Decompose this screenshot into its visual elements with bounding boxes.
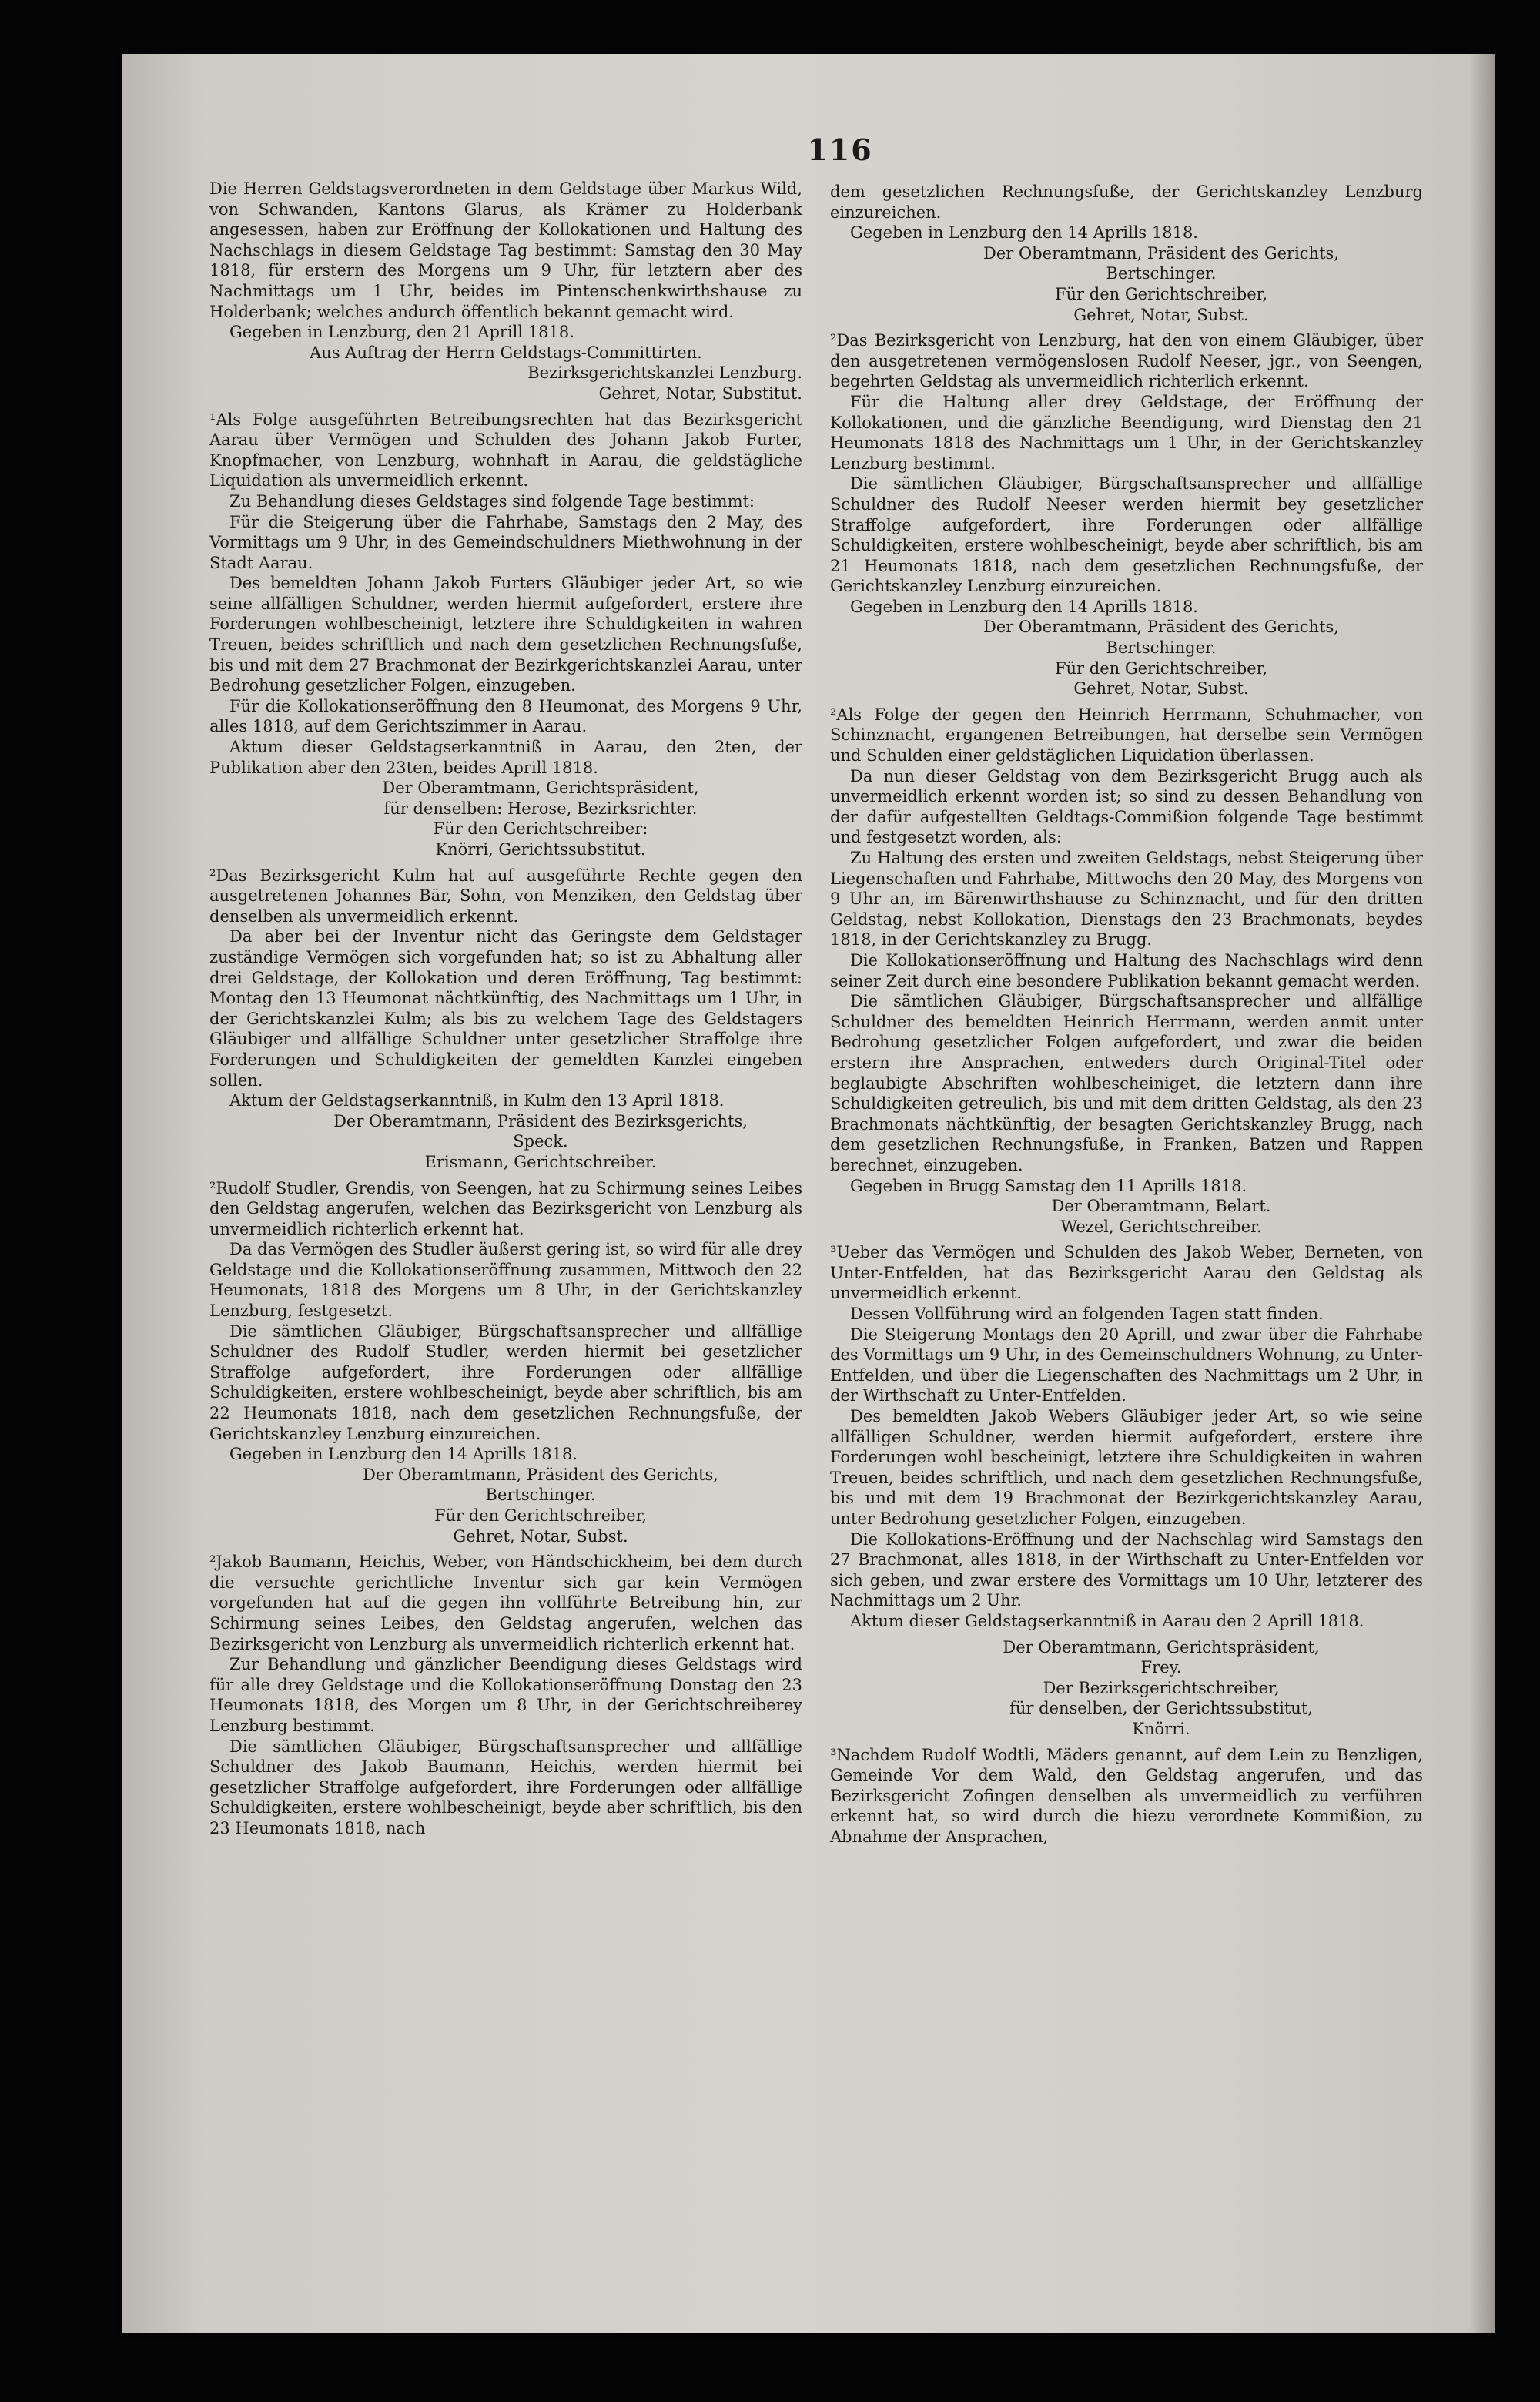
notice-signature-line: Bezirksgerichtskanzlei Lenzburg. — [527, 363, 802, 383]
notice-heading: Aus Auftrag der Herrn Geldstags-Committirten. — [310, 343, 702, 362]
notice-paragraph: Aktum dieser Geldstagserkanntniß in Aarau, den 2ten, der Publikation aber den 23ten, beides Aprill 1818. — [209, 738, 802, 777]
notice-paragraph: Zu Haltung des ersten und zweiten Geldstags, nebst Steigerung über Liegenschaften und Fahrhabe, Mittwochs den 20 May, des Morgens von 9 Uhr an, im Bärenwirthshause zu Schinznacht, und für den dritten Geldstag, nebst Kollokation, Dienstags den 23 Brachmonats, beydes 1818, in der Gerichtskanzley zu Brugg. — [830, 849, 1423, 950]
paragraph-gap — [830, 699, 1423, 705]
notice-signature-line: Der Oberamtmann, Gerichtspräsident, — [382, 779, 699, 798]
notice-signature-line: für denselben: Herose, Bezirksrichter. — [383, 799, 698, 818]
notice-signature-line: Der Oberamtmann, Präsident des Gerichts, — [363, 1465, 718, 1484]
page-number: 116 — [807, 132, 873, 167]
notice-paragraph: Die Steigerung Montags den 20 Aprill, und zwar über die Fahrhabe des Vormittags um 9 Uhr, in des Gemeinschuldners Wohnung, zu Unter-Entfelden, und über die Liegenschaften des Nachmittags um 2 Uhr, in der Wirthschaft zu Unter-Entfelden. — [830, 1325, 1423, 1405]
right-column — [830, 182, 1423, 1848]
paragraph-gap — [830, 1740, 1423, 1745]
notice-paragraph: Aktum der Geldstagserkanntniß, in Kulm den 13 April 1818. — [229, 1091, 725, 1111]
notice-entry: ²Jakob Baumann, Heichis, Weber, von Händschickheim, bei dem durch die versuchte gerichtliche Inventur sich gar kein Vermögen vorgefunden hat auf die gegen ihn vollführte Betreibung hin, zur Schirmung seines Leibes, den Geldstag angerufen, welchen das Bezirksgericht von Lenzburg als unvermeidlich richterlich erkennt hat. — [209, 1553, 802, 1653]
notice-paragraph: Dessen Vollführung wird an folgenden Tagen statt finden. — [850, 1305, 1324, 1324]
notice-signature-line: Bertschinger. — [1106, 264, 1217, 283]
notice-signature-line: Knörri. — [1132, 1719, 1190, 1738]
notice-entry: ³Ueber das Vermögen und Schulden des Jakob Weber, Berneten, von Unter-Entfelden, hat das Bezirksgericht Aarau den Geldstag als unvermeidlich erkennt. — [830, 1243, 1423, 1303]
paragraph-gap — [830, 325, 1423, 330]
notice-entry: ³Nachdem Rudolf Wodtli, Mäders genannt, auf dem Lein zu Benzligen, Gemeinde Vor dem Wald, den Geldstag angerufen, und das Bezirksgericht Zofingen denselben als unvermeidlich zu verführen erkennt hat, so wird durch die hiezu verordnete Kommißion, zu Abnahme der Ansprachen, — [830, 1745, 1423, 1846]
notice-paragraph: Da aber bei der Inventur nicht das Geringste dem Geldstager zuständige Vermögen sich vorgefunden hat; so ist zu Abhaltung aller drei Geldstage, der Kollokation und deren Eröffnung, Tag bestimmt: Montag den 13 Heumonat nächtkünftig, des Nachmittags um 1 Uhr, in der Gerichtskanzlei Kulm; als bis zu welchem Tage des Geldstagers Gläubiger und allfällige Schuldner unter gesetzlicher Straffolge ihre Forderungen und Schuldigkeiten der gemeldten Kanzlei eingeben sollen. — [209, 927, 802, 1090]
notice-signature-line: Für den Gerichtschreiber, — [434, 1506, 648, 1525]
notice-signature-line: Bertschinger. — [485, 1486, 596, 1505]
notice-paragraph: Gegeben in Lenzburg den 14 Aprills 1818. — [850, 597, 1198, 616]
notice-signature-line: Der Bezirksgerichtschreiber, — [1043, 1678, 1280, 1697]
notice-entry: ²Rudolf Studler, Grendis, von Seengen, hat zu Schirmung seines Leibes den Geldstag angerufen, welchen das Bezirksgericht von Lenzburg als unvermeidlich richterlich erkennt hat. — [209, 1178, 802, 1238]
paragraph-gap — [209, 404, 802, 410]
notice-signature-line: Der Oberamtmann, Präsident des Gerichts, — [983, 243, 1339, 263]
notice-paragraph: Die sämtlichen Gläubiger, Bürgschaftsansprecher und allfällige Schuldner des Jakob Baumann, Heichis, werden hiermit bei gesetzlicher Straffolge aufgefordert, ihre Forderungen oder allfällige Schuldigkeiten, erstere wohlbescheinigt, beyde aber schriftlich, bis den 23 Heumonats 1818, nach — [209, 1737, 802, 1838]
notice-signature-line: Gehret, Notar, Subst. — [1073, 305, 1249, 324]
notice-entry: ²Das Bezirksgericht von Lenzburg, hat den von einem Gläubiger, über den ausgetretenen vermögenslosen Rudolf Neeser, jgr., von Seengen, begehrten Geldstag als unvermeidlich richterlich erkennt. — [830, 331, 1423, 391]
notice-paragraph: Des bemeldten Jakob Webers Gläubiger jeder Art, so wie seine allfälligen Schuldner, werden hiermit aufgefordert, erstere ihre Forderungen wohl bescheinigt, letztere ihre Schuldigkeiten in wahren Treuen, beides schriftlich, und nach dem gesetzlichen Rechnungsfuße, bis und mit dem 19 Brachmonat der Bezirkgerichtskanzley Aarau, unter Bedrohung gesetzlicher Folgen, einzugeben. — [830, 1407, 1423, 1528]
notice-signature-line: Der Oberamtmann, Belart. — [1051, 1197, 1271, 1216]
notice-signature-line: Der Oberamtmann, Präsident des Gerichts, — [983, 618, 1339, 637]
notice-paragraph: Die Kollokations-Eröffnung und der Nachschlag wird Samstags den 27 Brachmonat, alles 1818, in der Wirthschaft zu Unter-Entfelden vor sich geben, und zwar erstere des Vormittags um 10 Uhr, letzterer des Nachmittags um 2 Uhr. — [830, 1529, 1423, 1610]
notice-signature-line: Der Oberamtmann, Präsident des Bezirksgerichts, — [333, 1111, 748, 1131]
paragraph-gap — [830, 1237, 1423, 1242]
page-edge-shadow — [1469, 54, 1495, 2333]
notice-entry: dem gesetzlichen Rechnungsfuße, der Gerichtskanzley Lenzburg einzureichen. — [830, 183, 1423, 222]
notice-paragraph: Da das Vermögen des Studler äußerst gering ist, so wird für alle drey Geldstage und die Kollokationseröffnung zusammen, Mittwoch den 22 Heumonats, 1818 des Morgens um 8 Uhr, in der Gerichtskanzley Lenzburg, festgesetzt. — [209, 1240, 802, 1321]
notice-signature-line: Knörri, Gerichtssubstitut. — [435, 840, 646, 859]
notice-paragraph: Zur Behandlung und gänzlicher Beendigung dieses Geldstags wird für alle drey Geldstage und die Kollokationseröffnung Donstag den 23 Heumonats 1818, des Morgen um 8 Uhr, in der Gerichtschreiberey Lenzburg bestimmt. — [209, 1655, 802, 1735]
notice-entry: ²Als Folge der gegen den Heinrich Herrmann, Schuhmacher, von Schinznacht, ergangenen Betreibungen, hat derselbe sein Vermögen und Schulden einer geldstäglichen Liquidation überlassen. — [830, 705, 1423, 765]
paragraph-gap — [209, 1546, 802, 1552]
notice-signature-line: Erismann, Gerichtschreiber. — [424, 1152, 657, 1171]
notice-paragraph: Die sämtlichen Gläubiger, Bürgschaftsansprecher und allfällige Schuldner des Rudolf Neeser werden hiermit bey gesetzlicher Straffolge aufgefordert, ihre Forderungen oder allfällige Schuldigkeiten, erstere wohlbescheinigt, beyde aber schriftlich, bis am 21 Heumonats 1818, nach dem gesetzlichen Rechnungsfuße, der Gerichtskanzley Lenzburg einzureichen. — [830, 474, 1423, 596]
notice-signature-line: Bertschinger. — [1106, 638, 1217, 658]
notice-signature-line: Für den Gerichtschreiber: — [433, 819, 648, 839]
notice-signature-line: Frey. — [1140, 1658, 1182, 1677]
notice-signature-line: Gehret, Notar, Subst. — [453, 1526, 628, 1546]
notice-signature-line: Für den Gerichtschreiber, — [1054, 658, 1268, 678]
notice-paragraph: Gegeben in Lenzburg den 14 Aprills 1818. — [229, 1445, 578, 1464]
notice-paragraph: Aktum dieser Geldstagserkanntniß in Aarau den 2 Aprill 1818. — [850, 1611, 1364, 1630]
notice-paragraph: Da nun dieser Geldstag von dem Bezirksgericht Brugg auch als unvermeidlich erkennt worden ist; so sind zu dessen Behandlung von der dafür aufgestellten Geldtags-Commißion folgende Tage bestimmt und festgesetzt worden, als: — [830, 766, 1423, 847]
notice-paragraph: Die Kollokationseröffnung und Haltung des Nachschlags wird denn seiner Zeit durch eine besondere Publikation bekannt gemacht werden. — [830, 950, 1423, 990]
notice-entry: ²Das Bezirksgericht Kulm hat auf ausgeführte Rechte gegen den ausgetretenen Johannes Bär, Sohn, von Menziken, den Geldstag über denselben als unvermeidlich erkennt. — [209, 866, 802, 926]
notice-paragraph: Für die Kollokationseröffnung den 8 Heumonat, des Morgens 9 Uhr, alles 1818, auf dem Gerichtszimmer in Aarau. — [209, 696, 802, 736]
notice-paragraph: Gegeben in Lenzburg den 14 Aprills 1818. — [850, 223, 1198, 243]
notice-signature-line: Speck. — [513, 1132, 568, 1151]
notice-signature-line: Der Oberamtmann, Gerichtspräsident, — [1003, 1637, 1320, 1657]
left-column — [209, 179, 802, 1839]
notice-paragraph: Die sämtlichen Gläubiger, Bürgschaftsansprecher und allfällige Schuldner des Rudolf Studler, werden hiermit bei gesetzlicher Straffolge aufgefordert, ihre Forderungen oder allfällige Schuldigkeiten, erstere wohlbescheinigt, beyde aber schriftlich, bis am 22 Heumonats 1818, nach dem gesetzlichen Rechnungsfuße, der Gerichtskanzley Lenzburg einzureichen. — [209, 1322, 802, 1443]
paragraph-gap — [209, 1173, 802, 1178]
notice-signature-line: Wezel, Gerichtschreiber. — [1060, 1217, 1262, 1236]
notice-signature-line: Gehret, Notar, Subst. — [1073, 679, 1249, 698]
notice-entry: Die Herren Geldstagsverordneten in dem Geldstage über Markus Wild, von Schwanden, Kantons Glarus, als Krämer zu Holderbank angesessen, haben zur Eröffnung der Kollokationen und Haltung des Nachschlags in diesem Geldstage Tag bestimmt: Samstag den 30 May 1818, für erstern des Morgens um 9 Uhr, für letztern aber des Nachmittags um 1 Uhr, beides im Pintenschenkwirthshause zu Holderbank; welches andurch öffentlich bekannt gemacht wird. — [209, 179, 802, 321]
notice-paragraph: Zu Behandlung dieses Geldstages sind folgende Tage bestimmt: — [229, 491, 755, 511]
notice-signature-line: Gehret, Notar, Substitut. — [598, 384, 802, 403]
notice-signature-line: Für den Gerichtschreiber, — [1054, 284, 1268, 303]
notice-signature-line: für denselben, der Gerichtssubstitut, — [1009, 1699, 1313, 1718]
paragraph-gap — [830, 1632, 1423, 1637]
paragraph-gap — [209, 860, 802, 866]
notice-paragraph: Des bemeldten Johann Jakob Furters Gläubiger jeder Art, so wie seine allfälligen Schuldner, werden hiermit aufgefordert, erstere ihre Forderungen wohlbescheinigt, letztere ihre Schuldigkeiten in wahren Treuen, beides schriftlich und nach dem gesetzlichen Rechnungsfuße, bis und mit dem 27 Brachmonat der Bezirkgerichtskanzlei Aarau, unter Bedrohung gesetzlicher Folgen, einzugeben. — [209, 574, 802, 695]
notice-paragraph: Für die Haltung aller drey Geldstage, der Eröffnung der Kollokationen, und die gänzliche Beendigung, wird Dienstag den 21 Heumonats 1818 des Nachmittags um 1 Uhr, in der Gerichtskanzley Lenzburg bestimmt. — [830, 392, 1423, 473]
notice-entry: ¹Als Folge ausgeführten Betreibungsrechten hat das Bezirksgericht Aarau über Vermögen und Schulden des Johann Jakob Furter, Knopfmacher, von Lenzburg, wohnhaft in Aarau, die geldstägliche Liquidation als unvermeidlich erkennt. — [209, 410, 802, 491]
notice-paragraph: Gegeben in Lenzburg, den 21 Aprill 1818. — [229, 323, 574, 342]
notice-paragraph: Für die Steigerung über die Fahrhabe, Samstags den 2 May, des Vormittags um 9 Uhr, in des Gemeindschuldners Miethwohnung in der Stadt Aarau. — [209, 512, 802, 572]
notice-paragraph: Gegeben in Brugg Samstag den 11 Aprills 1818. — [850, 1176, 1247, 1195]
notice-paragraph: Die sämtlichen Gläubiger, Bürgschaftsansprecher und allfällige Schuldner des bemeldten Heinrich Herrmann, werden anmit unter Bedrohung gesetzlicher Folgen aufgefordert, und zwar die beiden erstern ihre Ansprachen, entweders durch Original-Titel oder beglaubigte Abschriften wohlbescheiniget, die letztern dann ihre Schuldigkeiten getreulich, bis und mit dem dritten Geldstag, als den 23 Brachmonats nächtkünftig, der besagten Gerichtskanzley Brugg, nach dem gesetzlichen Rechnungsfuße, in Franken, Batzen und Rappen berechnet, einzugeben. — [830, 992, 1423, 1174]
